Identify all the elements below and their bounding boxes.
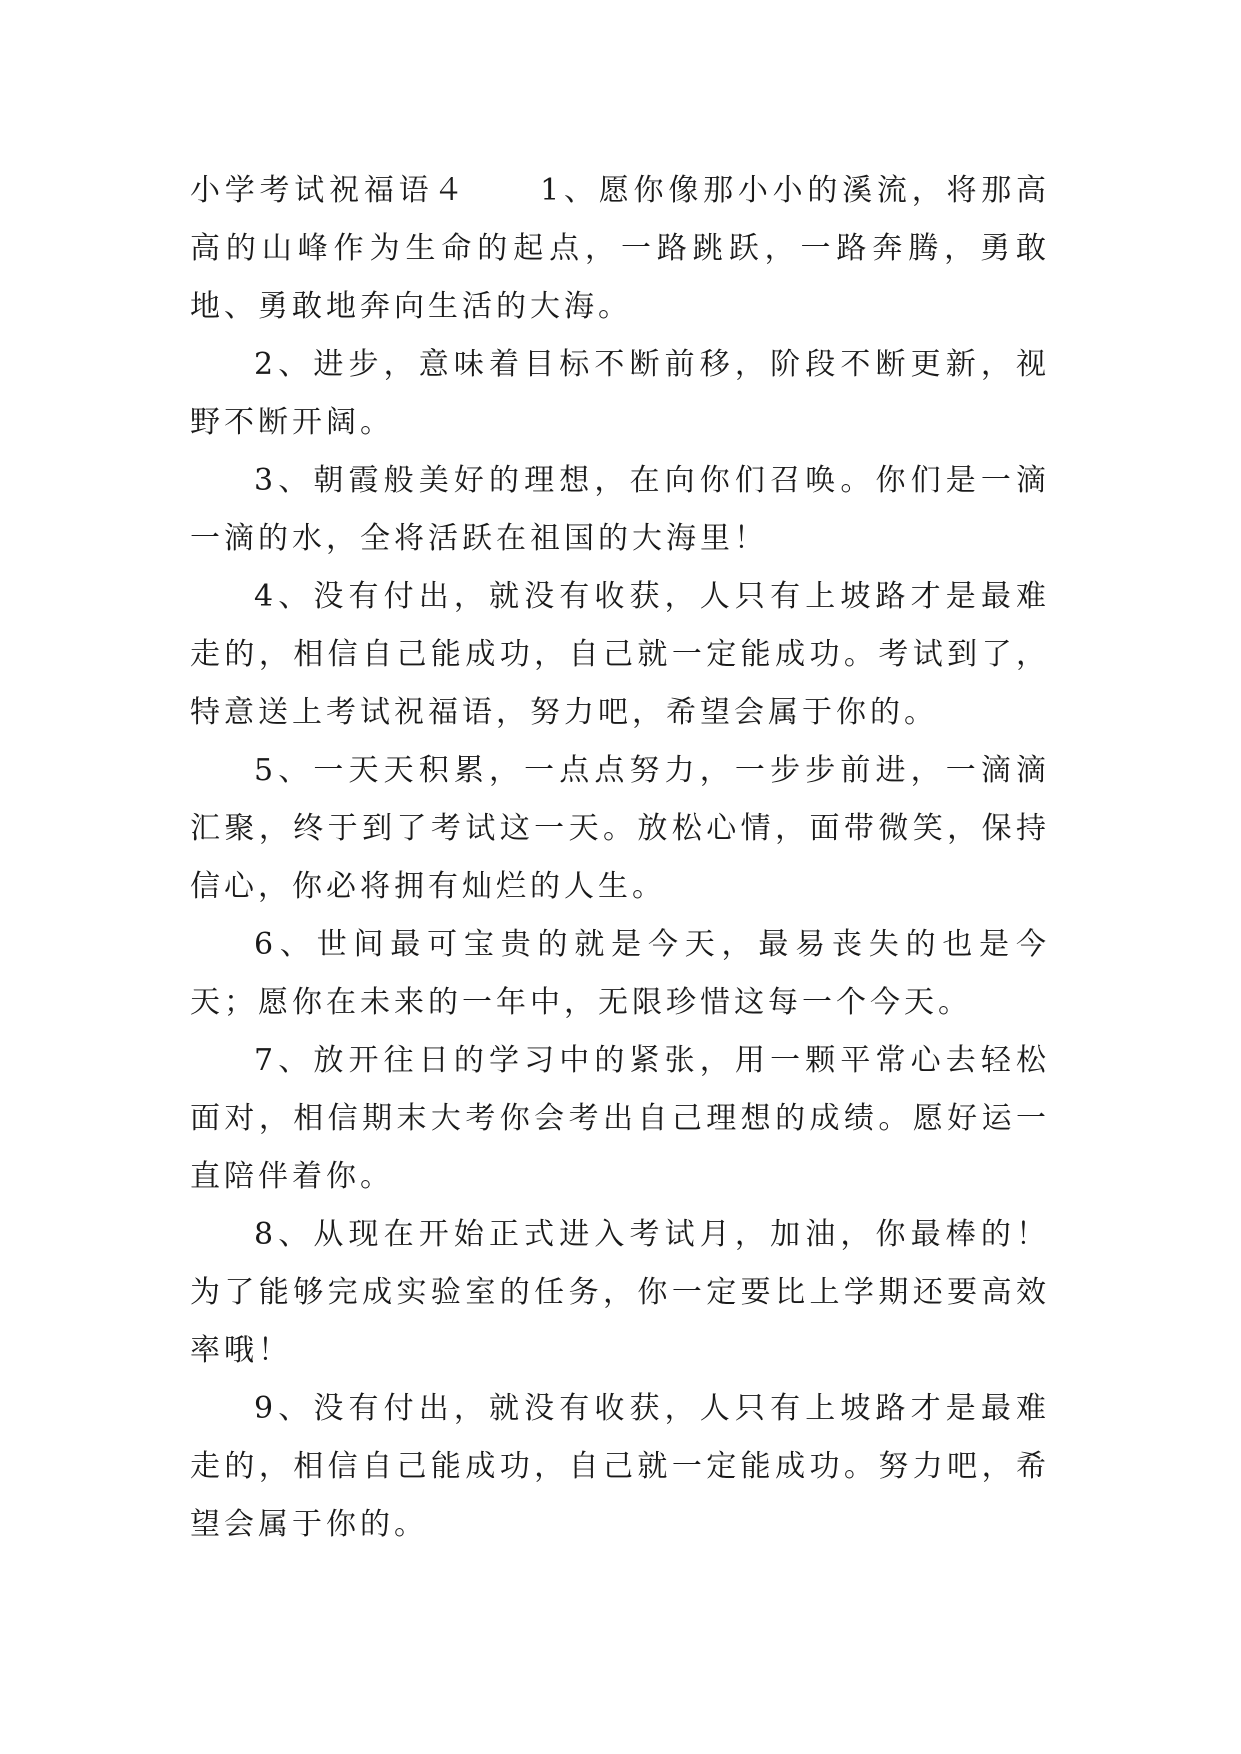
document-page	[190, 162, 1050, 1554]
paragraph-7: 7、放开往日的学习中的紧张，用一颗平常心去轻松面对，相信期末大考你会考出自己理想的成绩。愿好运一直陪伴着你。	[190, 1043, 1050, 1194]
document-heading: 小学考试祝福语４	[190, 173, 469, 208]
paragraph-4: 4、没有付出，就没有收获，人只有上坡路才是最难走的，相信自己能成功，自己就一定能成功。考试到了，特意送上考试祝福语，努力吧，希望会属于你的。	[190, 579, 1050, 730]
paragraph-9: 9、没有付出，就没有收获，人只有上坡路才是最难走的，相信自己能成功，自己就一定能成功。努力吧，希望会属于你的。	[190, 1391, 1050, 1542]
paragraph-1	[190, 162, 1050, 336]
wish-1-text: 1、愿你像那小小的溪流，将那高高的山峰作为生命的起点，一路跳跃，一路奔腾，勇敢地、勇敢地奔向生活的大海。	[190, 173, 1051, 324]
paragraph-8: 8、从现在开始正式进入考试月，加油，你最棒的！为了能够完成实验室的任务，你一定要比上学期还要高效率哦！	[190, 1217, 1050, 1368]
paragraph-6: 6、世间最可宝贵的就是今天，最易丧失的也是今天；愿你在未来的一年中，无限珍惜这每一个今天。	[190, 927, 1050, 1020]
paragraph-5: 5、一天天积累，一点点努力，一步步前进，一滴滴汇聚，终于到了考试这一天。放松心情，面带微笑，保持信心，你必将拥有灿烂的人生。	[190, 753, 1050, 904]
paragraph-2: 2、进步，意味着目标不断前移，阶段不断更新，视野不断开阔。	[190, 347, 1050, 440]
paragraph-3: 3、朝霞般美好的理想，在向你们召唤。你们是一滴一滴的水，全将活跃在祖国的大海里！	[190, 463, 1050, 556]
